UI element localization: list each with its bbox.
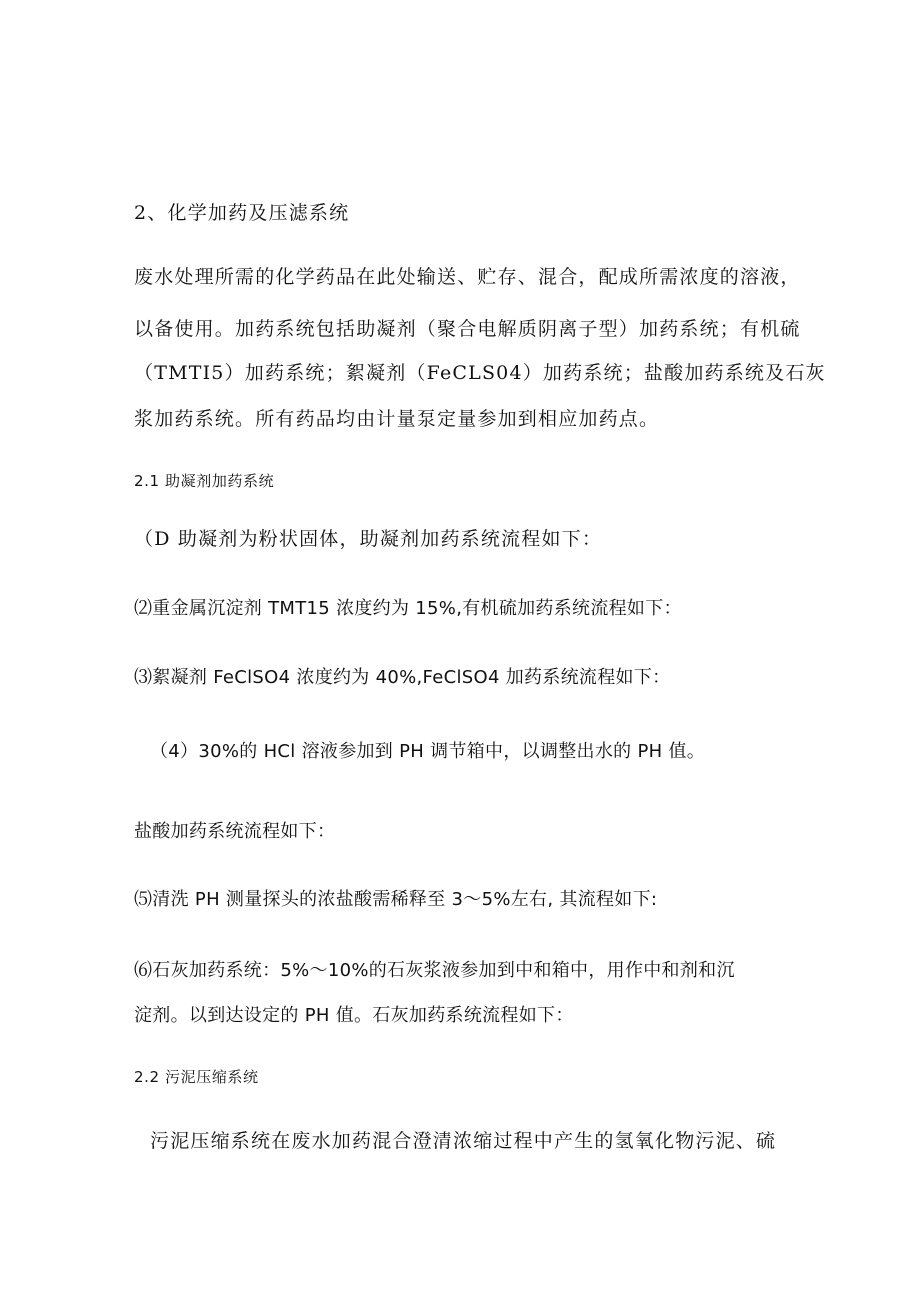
intro-line-2: 以备使用。加药系统包括助凝剂（聚合电解质阴离子型）加药系统；有机硫 xyxy=(134,318,801,340)
item-5: ⑸清洗 PH 测量探头的浓盐酸需稀释至 3～5%左右, 其流程如下: xyxy=(134,889,658,910)
item-4-note: 盐酸加药系统流程如下： xyxy=(134,821,336,842)
intro-line-4: 浆加药系统。所有药品均由计量泵定量参加到相应加药点。 xyxy=(134,408,660,430)
intro-line-1: 废水处理所需的化学药品在此处输送、贮存、混合，配成所需浓度的溶液， xyxy=(134,266,801,288)
item-4: （4）30%的 HCl 溶液参加到 PH 调节箱中，以调整出水的 PH 值。 xyxy=(150,741,706,762)
section-heading: 2、化学加药及压滤系统 xyxy=(134,202,350,224)
intro-line-3: （TMTI5）加药系统；絮凝剂（FeCLS04）加药系统；盐酸加药系统及石灰 xyxy=(134,362,826,384)
item-3: ⑶絮凝剂 FeClSO4 浓度约为 40%,FeClSO4 加药系统流程如下： xyxy=(134,667,671,688)
item-6-line-2: 淀剂。以到达设定的 PH 值。石灰加药系统流程如下： xyxy=(134,1005,574,1026)
item-1: （D 助凝剂为粉状固体，助凝剂加药系统流程如下： xyxy=(134,528,603,550)
item-2: ⑵重金属沉淀剂 TMT15 浓度约为 15%,有机硫加药系统流程如下： xyxy=(134,598,682,619)
item-6-line-1: ⑹石灰加药系统：5%～10%的石灰浆液参加到中和箱中，用作中和剂和沉 xyxy=(134,960,735,981)
subsection-title-2-1: 2.1 助凝剂加药系统 xyxy=(134,472,275,490)
subsection-title-2-2: 2.2 污泥压缩系统 xyxy=(134,1068,259,1086)
section-2-2-body: 污泥压缩系统在废水加药混合澄清浓缩过程中产生的氢氧化物污泥、硫 xyxy=(150,1130,777,1152)
